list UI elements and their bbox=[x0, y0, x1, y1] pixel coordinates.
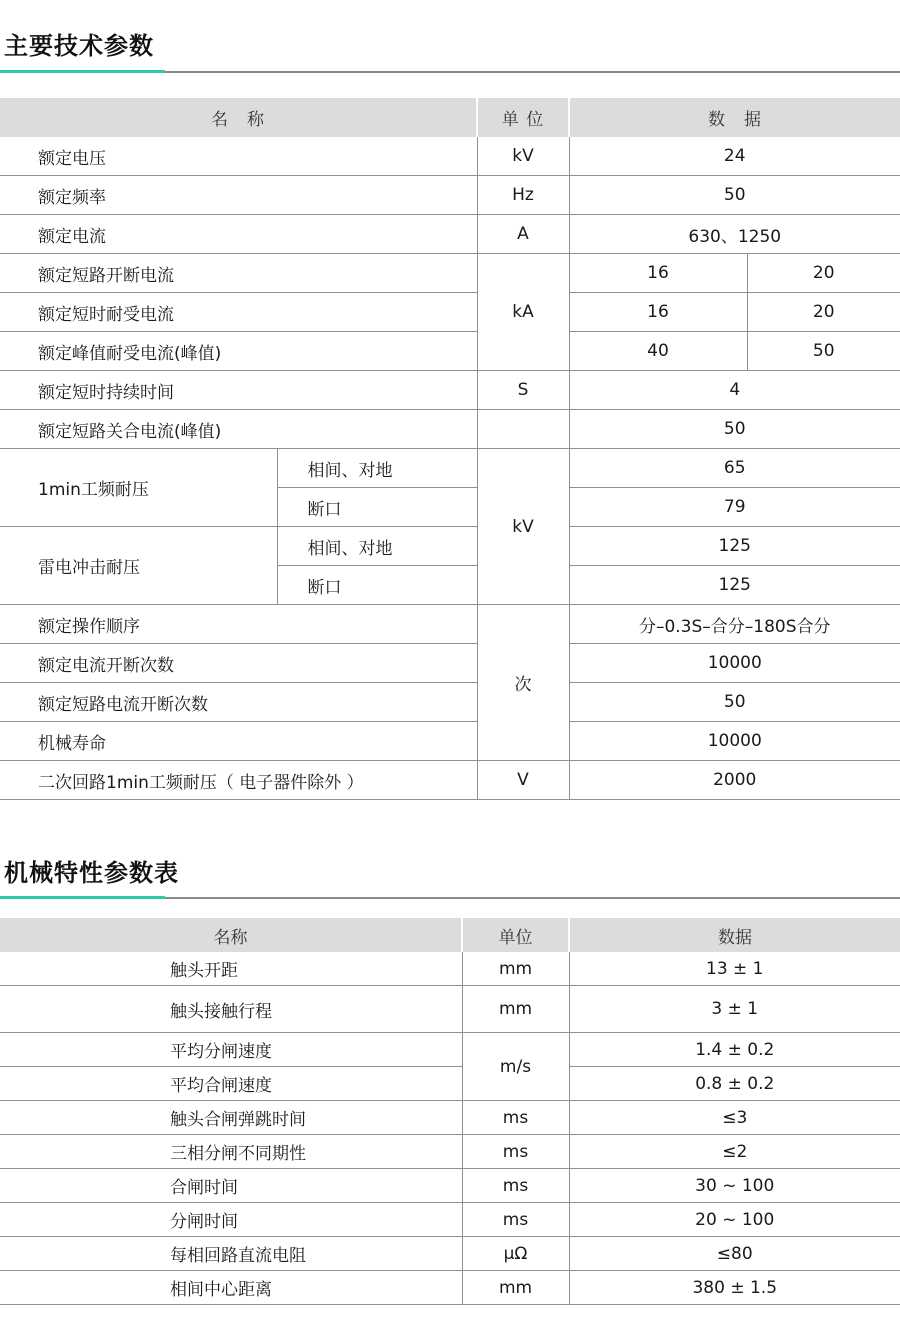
param-value: 10000 bbox=[569, 644, 900, 683]
table-row bbox=[0, 761, 900, 800]
param-value: 125 bbox=[569, 527, 900, 566]
table-row bbox=[0, 1169, 900, 1203]
param-name: 合闸时间 bbox=[0, 1169, 462, 1203]
param-unit: V bbox=[477, 761, 569, 800]
param-value: 380 ± 1.5 bbox=[569, 1271, 900, 1305]
param-sub-name: 断口 bbox=[277, 566, 477, 605]
param-unit bbox=[477, 410, 569, 449]
param-value: 10000 bbox=[569, 722, 900, 761]
param-name: 额定短时持续时间 bbox=[0, 371, 477, 410]
param-name: 额定电流 bbox=[0, 215, 477, 254]
param-unit: ms bbox=[462, 1203, 569, 1237]
param-name: 平均合闸速度 bbox=[0, 1067, 462, 1101]
param-name: 额定电压 bbox=[0, 137, 477, 176]
table-row bbox=[0, 1135, 900, 1169]
table-row bbox=[0, 1203, 900, 1237]
param-name: 额定操作顺序 bbox=[0, 605, 477, 644]
param-name: 额定短时耐受电流 bbox=[0, 293, 477, 332]
param-value: 13 ± 1 bbox=[569, 952, 900, 986]
param-unit: S bbox=[477, 371, 569, 410]
header-value: 数据 bbox=[569, 918, 900, 952]
table-row bbox=[0, 293, 900, 332]
param-value: 50 bbox=[569, 683, 900, 722]
param-unit: mm bbox=[462, 1271, 569, 1305]
mechanical-params-table bbox=[0, 918, 900, 1305]
table-row bbox=[0, 371, 900, 410]
param-value: 630、1250 bbox=[569, 215, 900, 254]
table-row bbox=[0, 176, 900, 215]
table-row bbox=[0, 215, 900, 254]
table-row bbox=[0, 1271, 900, 1305]
table-row bbox=[0, 986, 900, 1033]
param-value: 0.8 ± 0.2 bbox=[569, 1067, 900, 1101]
table-row bbox=[0, 952, 900, 986]
table-row bbox=[0, 332, 900, 371]
param-value: 2000 bbox=[569, 761, 900, 800]
param-value-b: 20 bbox=[747, 254, 900, 293]
param-value: 30 ~ 100 bbox=[569, 1169, 900, 1203]
param-name: 相间中心距离 bbox=[0, 1271, 462, 1305]
param-value: 50 bbox=[569, 176, 900, 215]
table-row bbox=[0, 254, 900, 293]
param-value: 24 bbox=[569, 137, 900, 176]
param-name: 机械寿命 bbox=[0, 722, 477, 761]
table-row bbox=[0, 605, 900, 644]
param-name: 额定电流开断次数 bbox=[0, 644, 477, 683]
table-header-row bbox=[0, 98, 900, 137]
param-value: 4 bbox=[569, 371, 900, 410]
param-unit: Hz bbox=[477, 176, 569, 215]
param-value: ≤2 bbox=[569, 1135, 900, 1169]
param-value: ≤3 bbox=[569, 1101, 900, 1135]
param-name: 分闸时间 bbox=[0, 1203, 462, 1237]
param-name: 平均分闸速度 bbox=[0, 1033, 462, 1067]
param-unit: A bbox=[477, 215, 569, 254]
param-unit: μΩ bbox=[462, 1237, 569, 1271]
param-unit: m/s bbox=[462, 1033, 569, 1101]
param-unit: ms bbox=[462, 1169, 569, 1203]
param-name: 触头合闸弹跳时间 bbox=[0, 1101, 462, 1135]
section-title-main-params: 主要技术参数 bbox=[4, 32, 154, 60]
param-value-a: 40 bbox=[569, 332, 747, 371]
param-value: 125 bbox=[569, 566, 900, 605]
param-sub-name: 断口 bbox=[277, 488, 477, 527]
table-row bbox=[0, 410, 900, 449]
table-row bbox=[0, 1033, 900, 1067]
param-unit: ms bbox=[462, 1135, 569, 1169]
section-title-mechanical: 机械特性参数表 bbox=[4, 859, 179, 887]
param-unit: 次 bbox=[477, 605, 569, 761]
header-unit: 单 位 bbox=[477, 98, 569, 137]
param-unit: kA bbox=[477, 254, 569, 371]
param-name: 触头开距 bbox=[0, 952, 462, 986]
param-value: ≤80 bbox=[569, 1237, 900, 1271]
param-unit: mm bbox=[462, 986, 569, 1033]
param-name: 额定短路电流开断次数 bbox=[0, 683, 477, 722]
param-unit: ms bbox=[462, 1101, 569, 1135]
param-unit: kV bbox=[477, 137, 569, 176]
param-value: 分–0.3S–合分–180S合分 bbox=[569, 605, 900, 644]
param-unit: kV bbox=[477, 449, 569, 605]
param-name: 每相回路直流电阻 bbox=[0, 1237, 462, 1271]
table-row bbox=[0, 1237, 900, 1271]
param-name: 额定短路关合电流(峰值) bbox=[0, 410, 477, 449]
param-value: 79 bbox=[569, 488, 900, 527]
header-value: 数 据 bbox=[569, 98, 900, 137]
param-name: 二次回路1min工频耐压（ 电子器件除外 ） bbox=[0, 761, 477, 800]
param-value-b: 20 bbox=[747, 293, 900, 332]
param-name: 触头接触行程 bbox=[0, 986, 462, 1033]
main-params-table bbox=[0, 98, 900, 800]
param-name: 三相分闸不同期性 bbox=[0, 1135, 462, 1169]
table-row bbox=[0, 527, 900, 566]
param-name: 额定峰值耐受电流(峰值) bbox=[0, 332, 477, 371]
param-sub-name: 相间、对地 bbox=[277, 527, 477, 566]
table-row bbox=[0, 137, 900, 176]
header-name: 名 称 bbox=[0, 98, 477, 137]
param-unit: mm bbox=[462, 952, 569, 986]
param-value-a: 16 bbox=[569, 293, 747, 332]
param-sub-name: 相间、对地 bbox=[277, 449, 477, 488]
param-name: 额定频率 bbox=[0, 176, 477, 215]
param-value-a: 16 bbox=[569, 254, 747, 293]
table-row bbox=[0, 1101, 900, 1135]
param-group-name: 1min工频耐压 bbox=[0, 449, 277, 527]
param-value: 20 ~ 100 bbox=[569, 1203, 900, 1237]
table-row bbox=[0, 644, 900, 683]
param-value: 3 ± 1 bbox=[569, 986, 900, 1033]
param-value: 50 bbox=[569, 410, 900, 449]
header-name: 名称 bbox=[0, 918, 462, 952]
param-value-b: 50 bbox=[747, 332, 900, 371]
section-accent-bar bbox=[0, 70, 165, 73]
section-accent-bar bbox=[0, 896, 165, 899]
param-group-name: 雷电冲击耐压 bbox=[0, 527, 277, 605]
param-value: 1.4 ± 0.2 bbox=[569, 1033, 900, 1067]
table-row bbox=[0, 683, 900, 722]
table-header-row bbox=[0, 918, 900, 952]
param-value: 65 bbox=[569, 449, 900, 488]
param-name: 额定短路开断电流 bbox=[0, 254, 477, 293]
table-row bbox=[0, 722, 900, 761]
header-unit: 单位 bbox=[462, 918, 569, 952]
table-row bbox=[0, 449, 900, 488]
table-row bbox=[0, 1067, 900, 1101]
